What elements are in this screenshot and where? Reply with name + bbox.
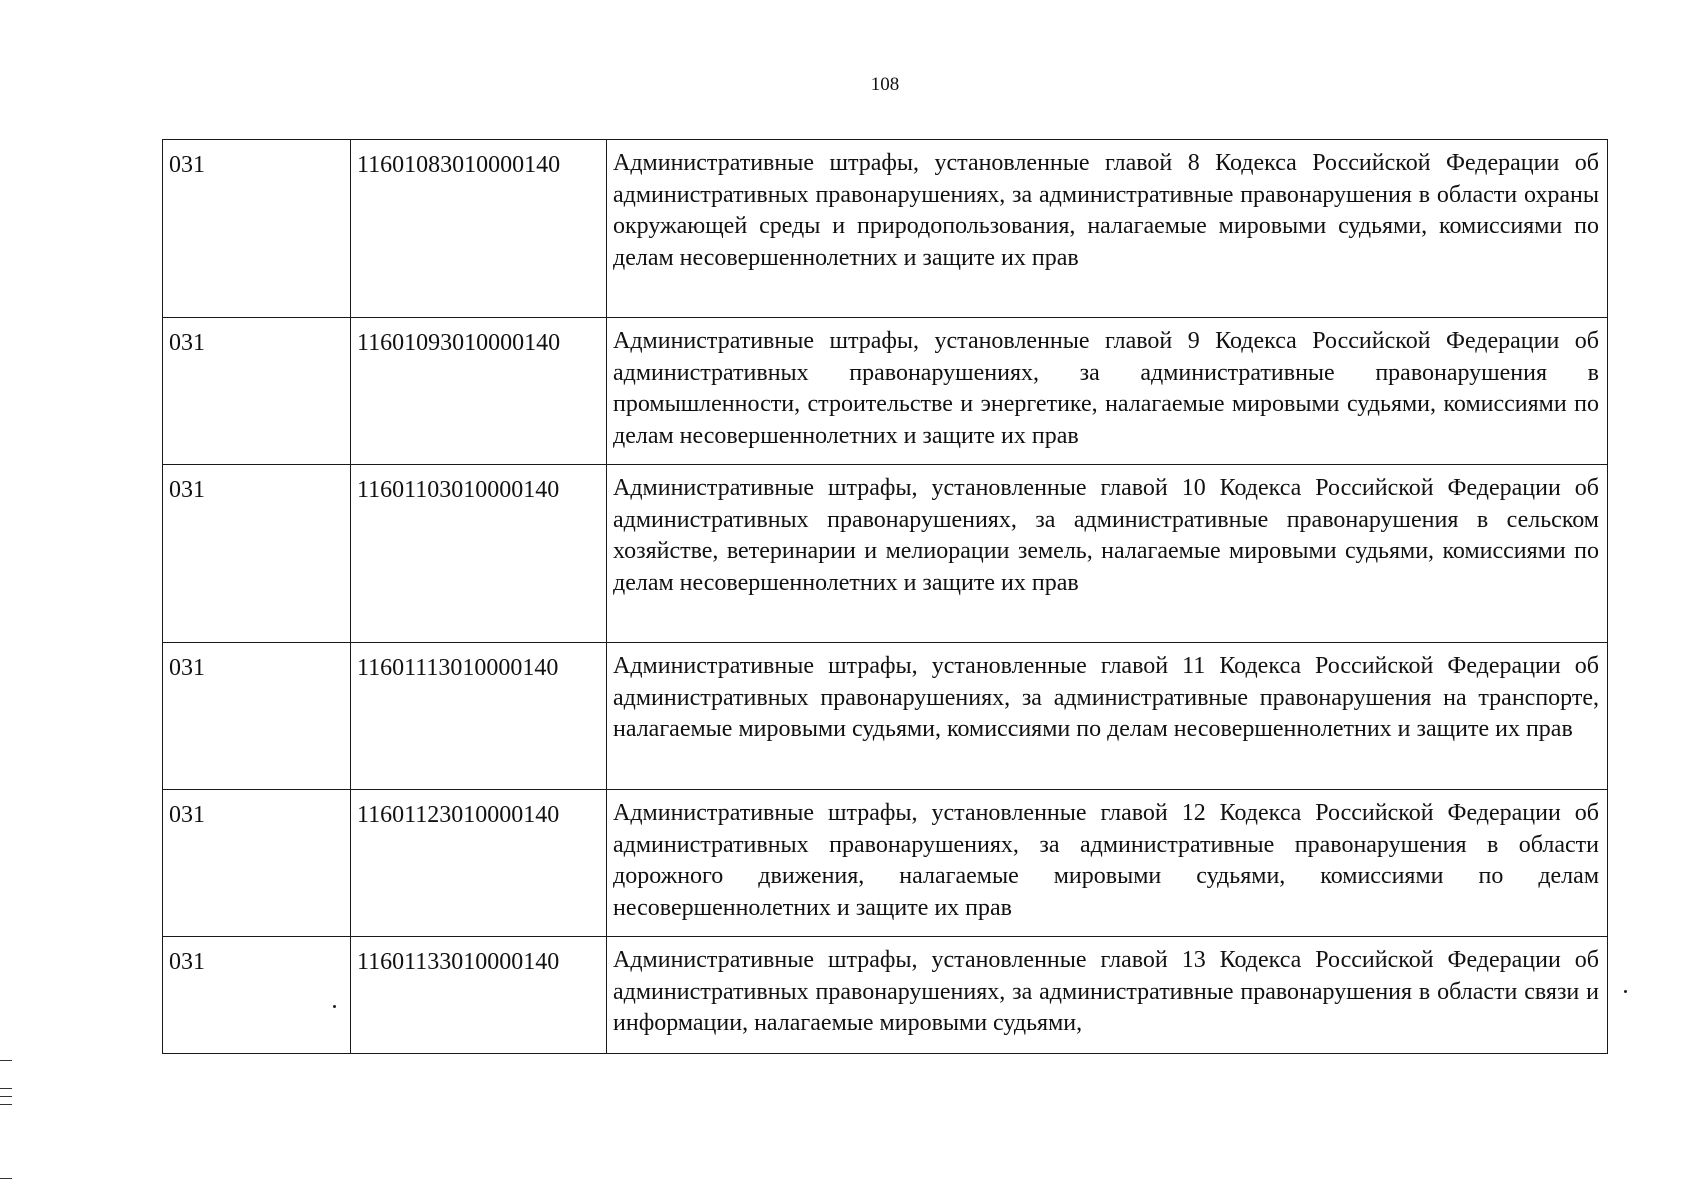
- margin-mark: [0, 1060, 12, 1061]
- admin-code-cell: 031: [163, 937, 351, 1054]
- description-cell: Административные штрафы, установленные главой 9 Кодекса Российской Федерации об административных правонарушениях, за административные правонарушения в промышленности, строительстве и энергетике, налагаемые мировыми судьями, комиссиями по делам несовершеннолетних и защите их прав: [607, 318, 1608, 465]
- kbk-code-cell: 11601093010000140: [351, 318, 607, 465]
- table-row: [163, 790, 1608, 937]
- margin-mark: [0, 1096, 12, 1097]
- table-row: [163, 318, 1608, 465]
- margin-mark: [0, 1088, 12, 1089]
- kbk-code-cell: 11601133010000140: [351, 937, 607, 1054]
- page-number: 108: [870, 74, 900, 95]
- table-row: [163, 465, 1608, 643]
- description-cell: Административные штрафы, установленные главой 11 Кодекса Российской Федерации об административных правонарушениях, за административные правонарушения на транспорте, налагаемые мировыми судьями, комиссиями по делам несовершеннолетних и защите их прав: [607, 643, 1608, 790]
- description-cell: Административные штрафы, установленные главой 12 Кодекса Российской Федерации об административных правонарушениях, за административные правонарушения в области дорожного движения, налагаемые мировыми судьями, комиссиями по делам несовершеннолетних и защите их прав: [607, 790, 1608, 937]
- admin-code-cell: 031: [163, 790, 351, 937]
- table-row: [163, 140, 1608, 318]
- description-cell: Административные штрафы, установленные главой 8 Кодекса Российской Федерации об административных правонарушениях, за административные правонарушения в области охраны окружающей среды и природопользования, налагаемые мировыми судьями, комиссиями по делам несовершеннолетних и защите их прав: [607, 140, 1608, 318]
- margin-mark: [0, 1178, 12, 1179]
- scan-speck: [1624, 990, 1627, 993]
- admin-code-cell: 031: [163, 318, 351, 465]
- table-row: [163, 643, 1608, 790]
- kbk-code-cell: 11601083010000140: [351, 140, 607, 318]
- kbk-code-cell: 11601123010000140: [351, 790, 607, 937]
- admin-code-cell: 031: [163, 140, 351, 318]
- revenue-codes-table: [162, 139, 1608, 1054]
- scan-speck: [333, 1005, 336, 1008]
- admin-code-cell: 031: [163, 465, 351, 643]
- description-cell: Административные штрафы, установленные главой 10 Кодекса Российской Федерации об административных правонарушениях, за административные правонарушения в сельском хозяйстве, ветеринарии и мелиорации земель, налагаемые мировыми судьями, комиссиями по делам несовершеннолетних и защите их прав: [607, 465, 1608, 643]
- kbk-code-cell: 11601113010000140: [351, 643, 607, 790]
- table-row: [163, 937, 1608, 1054]
- margin-mark: [0, 1104, 12, 1105]
- kbk-code-cell: 11601103010000140: [351, 465, 607, 643]
- admin-code-cell: 031: [163, 643, 351, 790]
- description-cell: Административные штрафы, установленные главой 13 Кодекса Российской Федерации об административных правонарушениях, за административные правонарушения в области связи и информации, налагаемые мировыми судьями,: [607, 937, 1608, 1054]
